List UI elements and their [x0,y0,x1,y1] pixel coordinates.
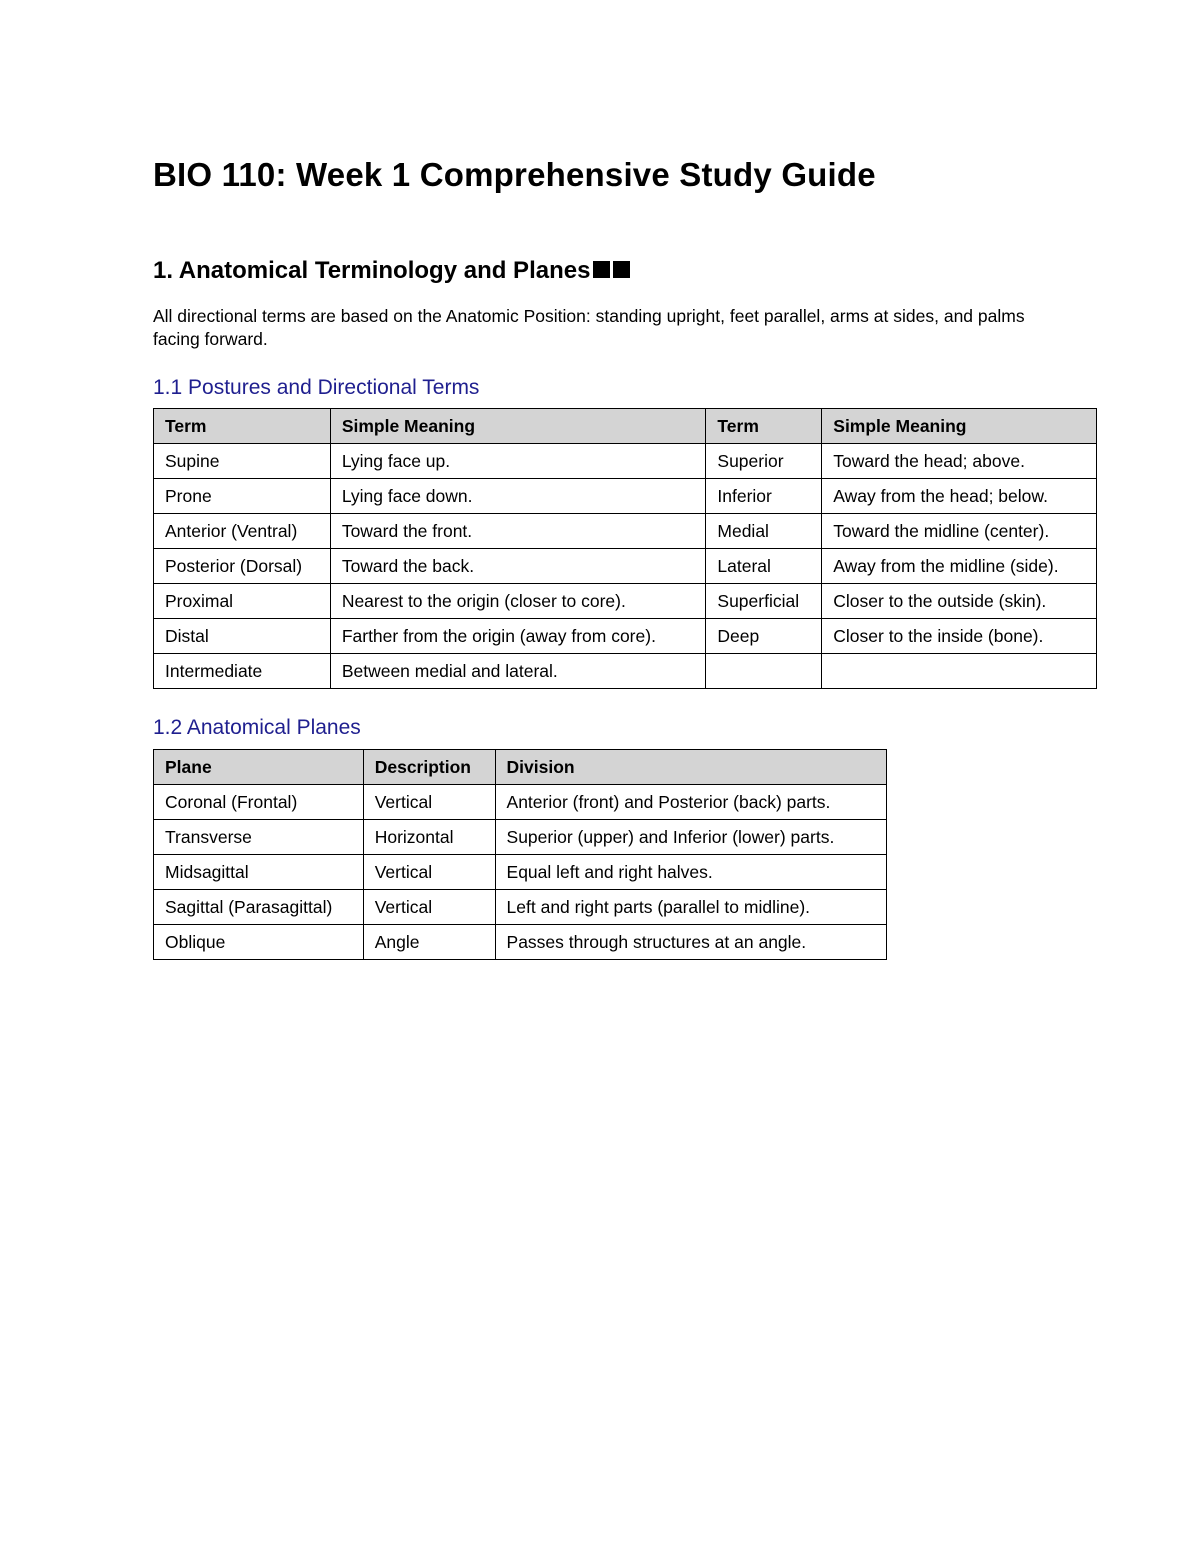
square-icon [613,261,630,278]
square-icon [593,261,610,278]
table-cell: Farther from the origin (away from core). [330,619,706,654]
table-cell: Medial [706,514,822,549]
table-row [154,855,887,890]
table-cell: Midsagittal [154,855,364,890]
table-cell: Deep [706,619,822,654]
table-header-row [154,409,1097,444]
table-cell: Away from the head; below. [822,479,1097,514]
table-cell: Toward the back. [330,549,706,584]
table-row [154,549,1097,584]
table-cell: Supine [154,444,331,479]
table-cell: Between medial and lateral. [330,654,706,689]
directional-terms-table [153,408,1097,689]
table-cell: Oblique [154,925,364,960]
table-cell: Transverse [154,820,364,855]
subsection-heading-anatomical-planes: 1.2 Anatomical Planes [153,716,361,739]
table-cell: Closer to the inside (bone). [822,619,1097,654]
table-cell [706,654,822,689]
table-cell: Vertical [363,890,495,925]
table-header-row [154,750,887,785]
column-header: Term [154,409,331,444]
table-cell: Closer to the outside (skin). [822,584,1097,619]
table-cell: Intermediate [154,654,331,689]
section-heading [153,257,630,285]
table-cell: Inferior [706,479,822,514]
table-cell: Vertical [363,855,495,890]
table-cell: Posterior (Dorsal) [154,549,331,584]
table-cell: Distal [154,619,331,654]
table-cell: Coronal (Frontal) [154,785,364,820]
column-header: Simple Meaning [822,409,1097,444]
table-row [154,619,1097,654]
table-cell: Horizontal [363,820,495,855]
table-row [154,654,1097,689]
table-cell: Lateral [706,549,822,584]
column-header: Division [495,750,886,785]
column-header: Term [706,409,822,444]
table-cell: Sagittal (Parasagittal) [154,890,364,925]
table-cell [822,654,1097,689]
table-cell: Superior (upper) and Inferior (lower) parts. [495,820,886,855]
table-cell: Prone [154,479,331,514]
intro-paragraph: All directional terms are based on the Anatomic Position: standing upright, feet parallel, arms at sides, and palms facing forward. [153,306,1025,349]
table-row [154,584,1097,619]
table-cell: Toward the front. [330,514,706,549]
document-title: BIO 110: Week 1 Comprehensive Study Guide [153,156,876,193]
table-row [154,925,887,960]
table-cell: Left and right parts (parallel to midline). [495,890,886,925]
column-header: Description [363,750,495,785]
subsection-heading-directional-terms: 1.1 Postures and Directional Terms [153,376,480,399]
anatomical-planes-table [153,749,887,960]
table-cell: Anterior (Ventral) [154,514,331,549]
table-cell: Toward the head; above. [822,444,1097,479]
table-cell: Nearest to the origin (closer to core). [330,584,706,619]
table-cell: Equal left and right halves. [495,855,886,890]
table-cell: Passes through structures at an angle. [495,925,886,960]
table-cell: Vertical [363,785,495,820]
column-header: Simple Meaning [330,409,706,444]
table-row [154,820,887,855]
table-row [154,514,1097,549]
table-cell: Angle [363,925,495,960]
table-cell: Away from the midline (side). [822,549,1097,584]
table-cell: Superficial [706,584,822,619]
table-cell: Toward the midline (center). [822,514,1097,549]
table-row [154,479,1097,514]
section-heading-text: 1. Anatomical Terminology and Planes [153,257,591,284]
table-cell: Proximal [154,584,331,619]
column-header: Plane [154,750,364,785]
table-row [154,444,1097,479]
table-row [154,785,887,820]
table-cell: Lying face up. [330,444,706,479]
table-cell: Superior [706,444,822,479]
table-cell: Lying face down. [330,479,706,514]
table-cell: Anterior (front) and Posterior (back) parts. [495,785,886,820]
table-row [154,890,887,925]
